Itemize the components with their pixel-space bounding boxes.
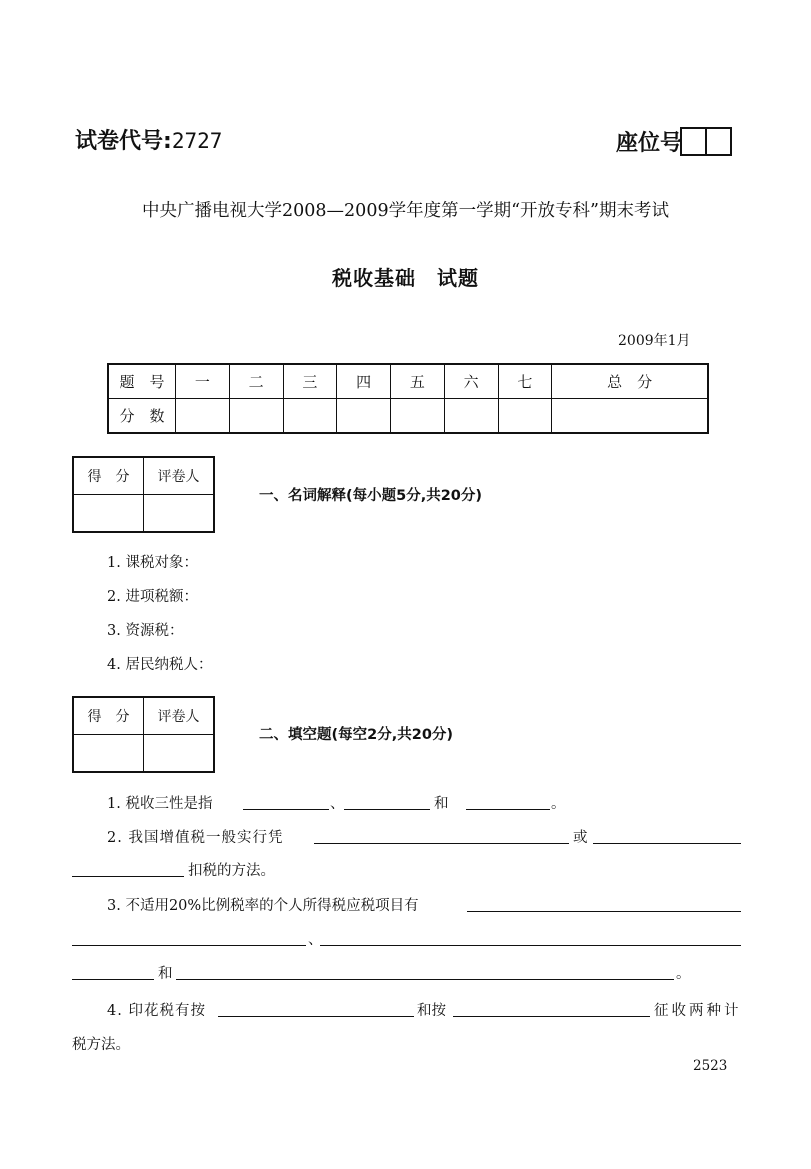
question-item: 3. 资源税： [107,623,184,639]
section-title: 一、名词解释(每小题5分,共20分) [259,488,483,504]
exam-date: 2009年1月 [618,333,691,349]
answer-blank[interactable] [593,843,741,844]
section-title: 二、填空题(每空2分,共20分) [259,727,454,743]
seat-box-1[interactable] [680,127,707,156]
answer-blank[interactable] [72,979,154,980]
question-item: 4. 居民纳税人： [107,657,213,673]
answer-blank[interactable] [467,911,741,912]
seat-number [616,126,732,157]
answer-blank[interactable] [176,979,674,980]
separator: 。 [551,796,566,812]
score-table-row-label: 分 数 [108,399,176,434]
score-col-2: 二 [229,364,283,399]
score-col-1: 一 [176,364,230,399]
question-text: 税方法。 [72,1037,130,1053]
score-col-3: 三 [283,364,337,399]
score-cell[interactable] [391,399,445,434]
grader-entry[interactable] [144,495,215,533]
score-cell[interactable] [498,399,552,434]
answer-blank[interactable] [320,945,741,946]
question-text: 扣税的方法。 [188,863,275,879]
question-item: 2. 进项税额： [107,589,198,605]
seat-box-2[interactable] [705,127,732,156]
question-text: 2. 我国增值税一般实行凭 [107,830,284,846]
score-cell[interactable] [552,399,708,434]
score-label: 得 分 [73,457,144,495]
score-table-score-row [108,399,708,434]
separator: 和 [158,966,173,982]
grader-box [72,696,215,773]
separator: 或 [573,830,588,846]
question-text: 4. 印花税有按 [107,1003,206,1019]
score-cell[interactable] [283,399,337,434]
paper-code-number: 2727 [171,129,223,153]
separator: 、 [330,796,345,812]
score-cell[interactable] [444,399,498,434]
answer-blank[interactable] [72,945,306,946]
grader-label: 评卷人 [144,457,215,495]
answer-blank[interactable] [243,809,329,810]
answer-blank[interactable] [453,1016,650,1017]
grader-label: 评卷人 [144,697,215,735]
score-table-row-label: 题 号 [108,364,176,399]
answer-blank[interactable] [218,1016,414,1017]
score-entry[interactable] [73,735,144,773]
answer-blank[interactable] [344,809,430,810]
separator: 、 [308,932,323,948]
question-text: 3. 不适用20%比例税率的个人所得税应税项目有 [107,898,419,914]
grader-entry[interactable] [144,735,215,773]
score-entry[interactable] [73,495,144,533]
answer-blank[interactable] [314,843,569,844]
separator: 和按 [417,1003,446,1019]
score-cell[interactable] [176,399,230,434]
score-col-4: 四 [337,364,391,399]
score-col-6: 六 [444,364,498,399]
score-col-7: 七 [498,364,552,399]
score-cell[interactable] [337,399,391,434]
question-item: 1. 课税对象： [107,555,198,571]
score-col-5: 五 [391,364,445,399]
answer-blank[interactable] [466,809,550,810]
score-cell[interactable] [229,399,283,434]
score-label: 得 分 [73,697,144,735]
separator: 和 [434,796,449,812]
answer-blank[interactable] [72,876,184,877]
paper-code-label: 试卷代号: [75,129,172,154]
exam-header: 中央广播电视大学2008—2009学年度第一学期“开放专科”期末考试 [142,201,669,221]
score-col-total: 总 分 [552,364,708,399]
paper-code [75,124,222,155]
separator: 。 [676,966,691,982]
question-text: 征收两种计 [654,1003,742,1019]
grader-box [72,456,215,533]
score-table [107,363,709,434]
question-text: 1. 税收三性是指 [107,796,213,812]
score-table-header-row [108,364,708,399]
page-number: 2523 [693,1058,728,1074]
seat-label: 座位号 [616,131,683,156]
exam-title: 税收基础 试题 [332,266,479,290]
